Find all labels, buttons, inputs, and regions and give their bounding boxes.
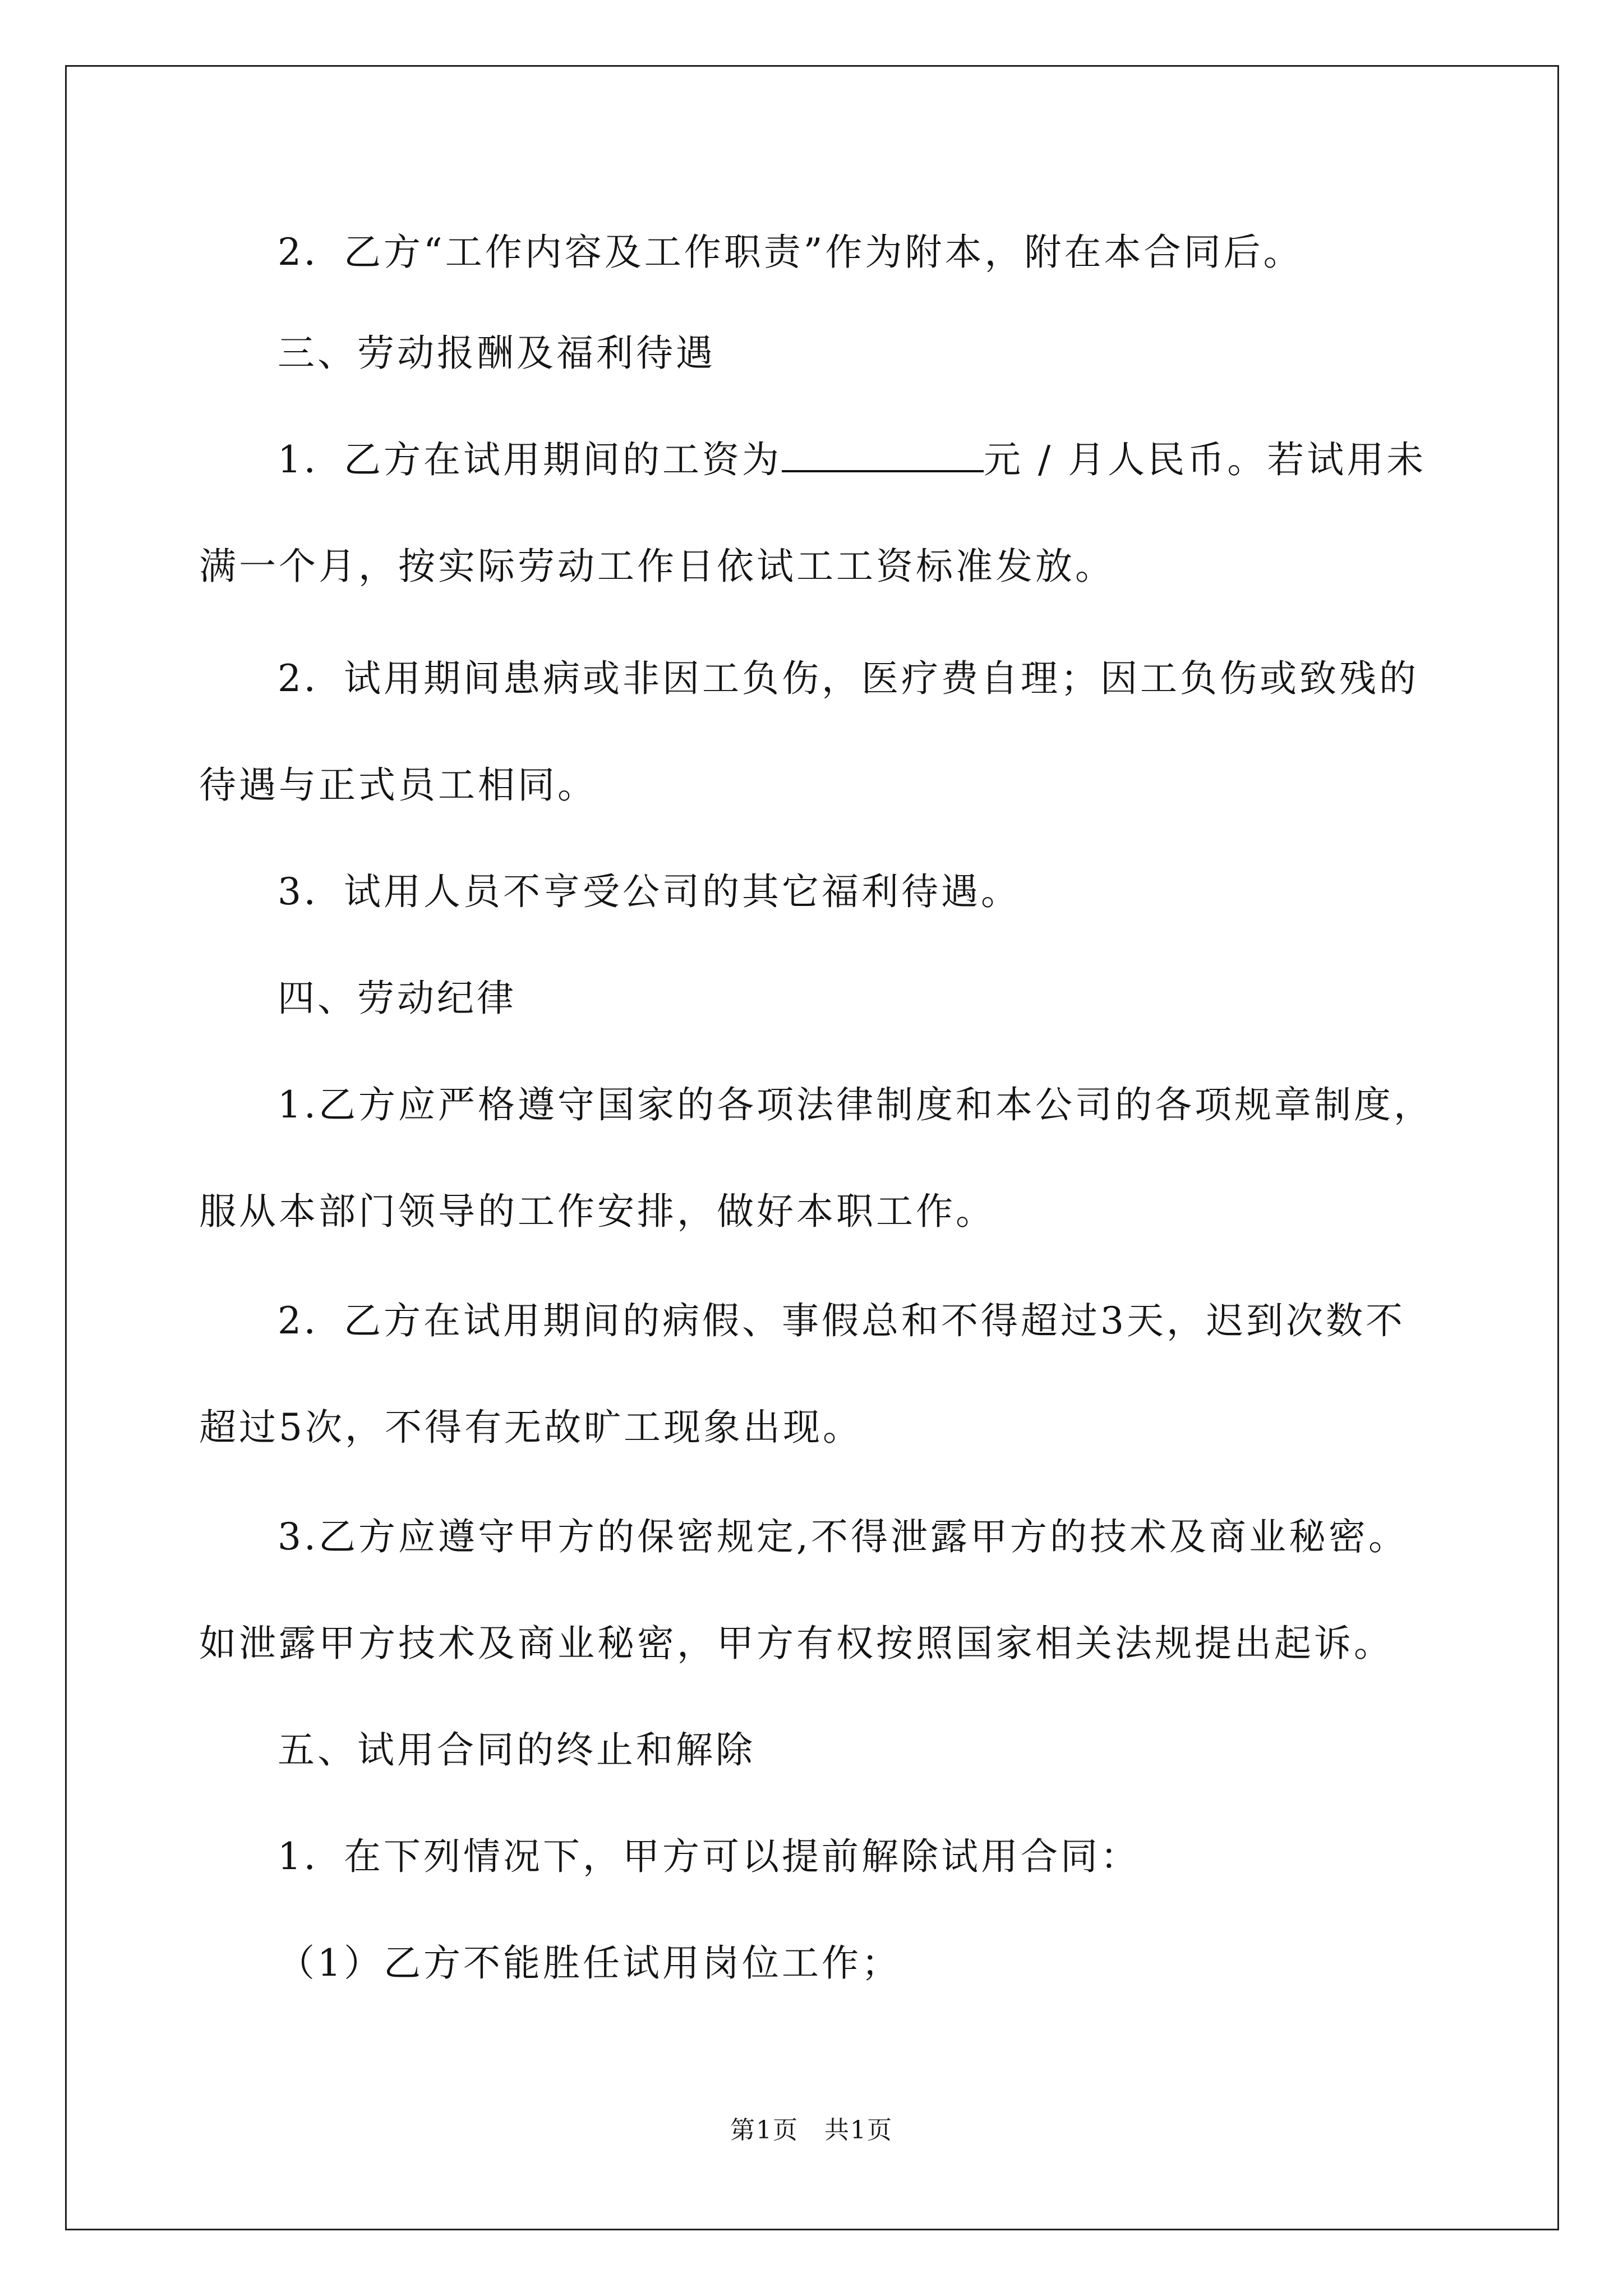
paragraph-line: 2．试用期间患病或非因工负伤，医疗费自理；因工负伤或致残的 bbox=[278, 657, 1419, 700]
paragraph-line: 3.乙方应遵守甲方的保密规定,不得泄露甲方的技术及商业秘密。 bbox=[278, 1515, 1408, 1558]
paragraph-line: 超过5次，不得有无故旷工现象出现。 bbox=[199, 1406, 863, 1449]
section-heading: 三、劳动报酬及福利待遇 bbox=[278, 332, 716, 375]
salary-text-after: 元 / 月人民币。若试用未 bbox=[984, 438, 1427, 481]
paragraph-line: 2．乙方“工作内容及工作职责”作为附本，附在本合同后。 bbox=[278, 231, 1303, 274]
section-heading: 四、劳动纪律 bbox=[278, 977, 517, 1020]
paragraph-line bbox=[278, 438, 1426, 482]
paragraph-line: （1）乙方不能胜任试用岗位工作； bbox=[278, 1941, 901, 1985]
paragraph-line: 1.乙方应严格遵守国家的各项法律制度和本公司的各项规章制度， bbox=[278, 1083, 1433, 1126]
page-border bbox=[65, 65, 1559, 2230]
section-heading: 五、试用合同的终止和解除 bbox=[278, 1728, 755, 1772]
paragraph-line: 服从本部门领导的工作安排，做好本职工作。 bbox=[199, 1190, 995, 1233]
paragraph-line: 2．乙方在试用期间的病假、事假总和不得超过3天，迟到次数不 bbox=[278, 1299, 1405, 1342]
salary-blank bbox=[782, 438, 984, 472]
paragraph-line: 待遇与正式员工相同。 bbox=[199, 763, 597, 807]
page-number: 第1页 共1页 bbox=[730, 2116, 893, 2145]
paragraph-line: 满一个月，按实际劳动工作日依试工工资标准发放。 bbox=[199, 545, 1115, 588]
paragraph-line: 3．试用人员不亨受公司的其它福利待遇。 bbox=[278, 870, 1021, 913]
paragraph-line: 如泄露甲方技术及商业秘密，甲方有权按照国家相关法规提出起诉。 bbox=[199, 1622, 1394, 1665]
salary-text-before: 1．乙方在试用期间的工资为 bbox=[278, 438, 782, 481]
paragraph-line: 1．在下列情况下，甲方可以提前解除试用合同： bbox=[278, 1835, 1140, 1878]
